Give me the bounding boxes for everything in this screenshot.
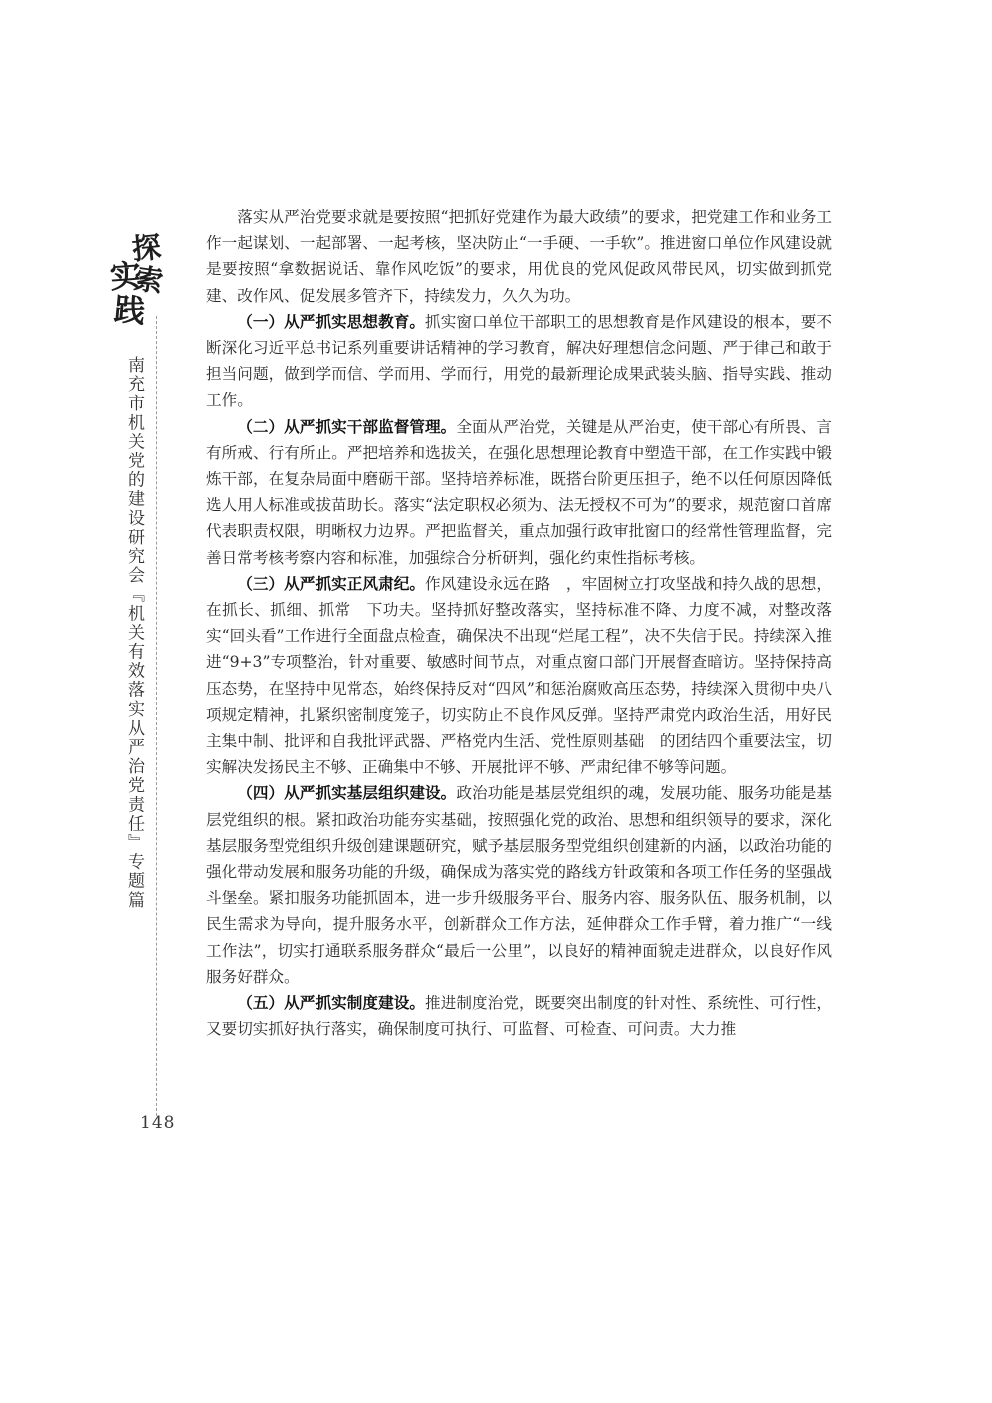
- paragraph-section-1: [206, 309, 832, 414]
- series-title: 南充市机关党的建设研究会『机关有效落实从严治党责任』专题篇: [124, 356, 144, 910]
- paragraph-section-5: [206, 990, 832, 1042]
- paragraph-text: 落实从严治党要求就是要按照“把抓好党建作为最大政绩”的要求，把党建工作和业务工作一起谋划、一起部署、一起考核，坚决防止“一手硬、一手软”。推进窗口单位作风建设就是要按照“拿数据说话、靠作风吃饭”的要求，用优良的党风促政风带民风，切实做到抓党建、改作风、促发展多管齐下，持续发力，久久为功。: [206, 208, 832, 305]
- paragraph-text: 推进制度治党，既要突出制度的针对性、系统性、可行性，又要切实抓好执行落实，确保制度可执行、可监督、可检查、可问责。大力推: [206, 994, 832, 1039]
- logo-char-tan: 探: [130, 229, 163, 267]
- paragraph-text: 政治功能是基层党组织的魂，发展功能、服务功能是基层党组织的根。紧扣政治功能夯实基础，按照强化党的政治、思想和组织领导的要求，深化基层服务型党组织升级创建课题研究，赋予基层服务型党组织创建新的内涵，以政治功能的强化带动发展和服务功能的升级，确保成为落实党的路线方针政策和各项工作任务的坚强战斗堡垒。紧扣服务功能抓固本，进一步升级服务平台、服务内容、服务队伍、服务机制，以民生需求为导向，提升服务水平，创新群众工作方法，延伸群众工作手臂，着力推广“一线工作法”，切实打通联系服务群众“最后一公里”，以良好的精神面貌走进群众，以良好作风服务好群众。: [206, 784, 832, 986]
- logo-char-jian: 践: [112, 291, 147, 331]
- page-number: 148: [140, 1113, 176, 1133]
- section-heading: （二）从严抓实干部监督管理。: [237, 416, 457, 436]
- logo-char-suo: 索: [131, 261, 166, 299]
- paragraph-intro: [206, 204, 832, 309]
- article-body: [206, 204, 832, 1043]
- sidebar: [108, 229, 166, 1134]
- paragraph-section-2: [206, 414, 832, 571]
- logo-char-shi: 实: [108, 257, 143, 297]
- paragraph-section-4: [206, 780, 832, 990]
- paragraph-text: 抓实窗口单位干部职工的思想教育是作风建设的根本，要不断深化习近平总书记系列重要讲话精神的学习教育，解决好理想信念问题、严于律己和敢于担当问题，做到学而信、学而用、学而行，用党的最新理论成果武装头脑、指导实践、推动工作。: [206, 312, 832, 410]
- paragraph-section-3: [206, 571, 832, 781]
- section-heading: （三）从严抓实正风肃纪。: [237, 573, 426, 593]
- paragraph-text: 全面从严治党，关键是从严治吏，使干部心有所畏、言有所戒、行有所止。严把培养和选拔关，在强化思想理论教育中塑造干部，在工作实践中锻炼干部，在复杂局面中磨砺干部。坚持培养标准，既搭台阶更压担子，绝不以任何原因降低选人用人标准或拔苗助长。落实“法定职权必须为、法无授权不可为”的要求，规范窗口首席代表职责权限，明晰权力边界。严把监督关，重点加强行政审批窗口的经常性管理监督，完善日常考核考察内容和标准，加强综合分析研判，强化约束性指标考核。: [206, 417, 832, 567]
- sidebar-divider: [156, 316, 157, 1116]
- section-heading: （四）从严抓实基层组织建设。: [237, 783, 457, 803]
- paragraph-text: 作风建设永远在路 ，牢固树立打攻坚战和持久战的思想，在抓长、抓细、抓常 下功夫。坚持抓好整改落实，坚持标准不降、力度不减，对整改落实“回头看”工作进行全面盘点检查，确保决不出现“烂尾工程”，决不失信于民。持续深入推进“9+3”专项整治，针对重要、敏感时间节点，对重点窗口部门开展督查暗访。坚持保持高压态势，在坚持中见常态，始终保持反对“四风”和惩治腐败高压态势，持续深入贯彻中央八项规定精神，扎紧织密制度笼子，切实防止不良作风反弹。坚持严肃党内政治生活，用好民主集中制、批评和自我批评武器、严格党内生活、党性原则基础 的团结四个重要法宝，切实解决发扬民主不够、正确集中不够、开展批评不够、严肃纪律不够等问题。: [206, 574, 832, 777]
- section-heading: （五）从严抓实制度建设。: [237, 993, 426, 1013]
- series-logo: [108, 229, 166, 344]
- section-heading: （一）从严抓实思想教育。: [237, 311, 426, 331]
